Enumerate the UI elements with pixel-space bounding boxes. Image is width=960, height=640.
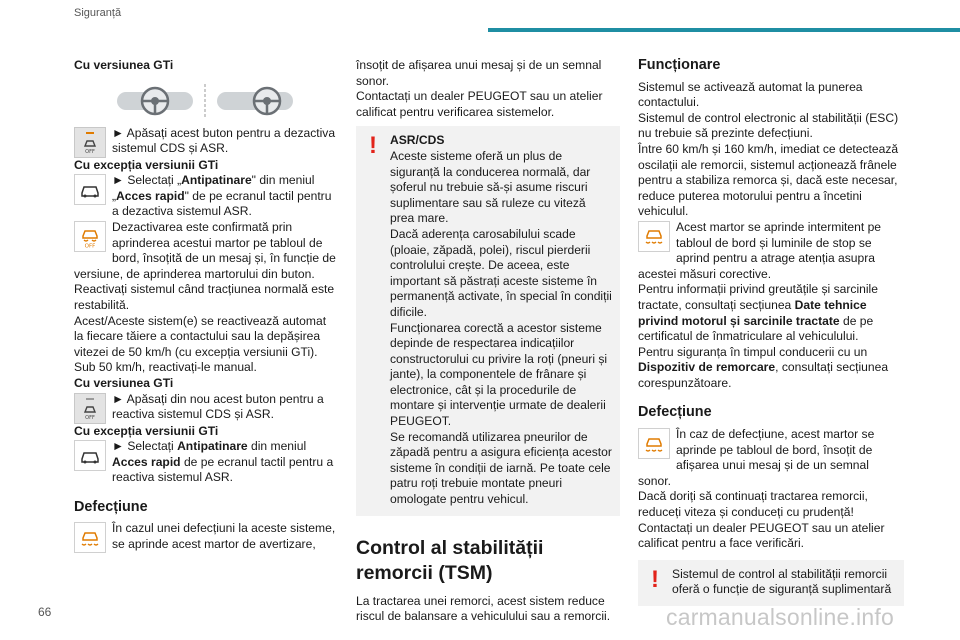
gti-heading-2: Cu versiunea GTi [74, 375, 174, 390]
car-menu-icon [74, 174, 106, 205]
cds-on-button-row [74, 392, 336, 424]
non-gti-heading: Cu excepția versiunii GTi [74, 157, 219, 172]
function-para-6: Pentru siguranța în timpul conducerii cu un Dispozitiv de remorcare, consultați secțiunea corespunzătoare. [638, 344, 889, 390]
svg-text:OFF: OFF [85, 149, 95, 155]
function-para-3: Între 60 km/h și 160 km/h, imediat ce detectează oscilații ale remorcii, sistemul acționează frânele pentru a stabiliza remorca și, dacă este necesar, reduce puterea motorului pentru a încetini vehiculul. [638, 141, 899, 219]
warning-para-1: Aceste sisteme oferă un plus de siguranță la conducerea normală, dar șoferul nu trebuie să-și asume riscuri suplimentare sau să ruleze cu viteză prea mare. [390, 148, 591, 226]
column-3 [638, 58, 904, 606]
watermark-text: carmanualsonline.info [666, 604, 894, 630]
defect-heading-2: Defecțiune [638, 404, 712, 421]
tsm-heading: Control al stabilității remorcii (TSM) [356, 536, 544, 584]
reactivate-text: Reactivați sistemul când tracțiunea normală este restabilită. [74, 282, 335, 312]
steering-wheel-illustration [74, 84, 336, 118]
separator-icon [203, 84, 207, 118]
defect-text-1: În cazul unei defecțiuni la aceste sisteme, se aprinde acest martor de avertizare, [112, 521, 336, 552]
car-menu-icon-2 [74, 440, 106, 471]
cds-on-instruction: ► Apăsați din nou acest buton pentru a reactiva sistemul CDS și ASR. [112, 391, 324, 422]
warning-para-4: Se recomandă utilizarea pneurilor de zăpadă pentru a asigura eficiența acestor sisteme în condiții de iarnă. Pe toate cele patru roți trebuie montate pneuri omologate pentru vehicul. [390, 429, 612, 507]
defect-row-2 [638, 427, 904, 489]
header-section-title: Siguranță [74, 7, 122, 19]
defect-para-2: Dacă doriți să continuați tractarea remorcii, reduceți viteza și conduceți cu prudență! [638, 489, 868, 520]
continuation-text: însoțit de afișarea unui mesaj și de un semnal sonor. [356, 58, 602, 88]
svg-text:OFF: OFF [85, 415, 95, 420]
defect-heading-1: Defecțiune [74, 498, 148, 515]
cds-off-instruction: ► Apăsați acest buton pentru a dezactiva sistemul CDS și ASR. [112, 125, 336, 156]
deactivation-confirm-text: Dezactivarea este confirmată prin aprinderea acestui martor pe tabloul de bord, însoțită de un mesaj și, în funcție de versiune, de aprinderea martorului din buton. [74, 219, 336, 281]
header-accent-bar [488, 28, 960, 32]
exclamation-icon: ! [369, 132, 377, 160]
svg-text:OFF: OFF [84, 243, 96, 249]
trailer-warning-icon [638, 221, 670, 252]
gti-heading: Cu versiunea GTi [74, 58, 174, 72]
left-hand-drive-wheel-icon [115, 84, 195, 118]
defect-row-1 [74, 521, 336, 553]
exclamation-icon-2: ! [651, 565, 659, 593]
defect-para-3: Contactați un dealer PEUGEOT sau un atelier calificat pentru a face verificări. [638, 520, 885, 551]
asr-on-instruction: ► Selectați Antipatinare din meniul Acces rapid de pe ecranul tactil pentru a reactiva sistemul ASR. [112, 439, 334, 485]
skid-warning-icon [74, 522, 106, 553]
page-number: 66 [38, 605, 52, 619]
defect-para-1: În caz de defecțiune, acest martor se aprinde pe tabloul de bord, însoțit de afișarea unui mesaj și de un semnal sonor. [638, 427, 875, 488]
tsm-warning-row [638, 220, 904, 282]
warning-title: ASR/CDS [390, 133, 445, 148]
tsm-warning-para: Sistemul de control al stabilității remorcii oferă o funcție de siguranță suplimentară [672, 566, 892, 597]
function-para-5: Pentru informații privind greutățile și sarcinile tractate, consultați secțiunea Date tehnice privind motorul și sarcinile tractate de pe certificatul de înmatriculare al vehiculului. [638, 282, 878, 344]
asr-off-warning-row [74, 220, 336, 282]
warning-para-3: Funcționarea corectă a acestor sisteme depinde de respectarea indicațiilor constructorului cu privire la roți (pneuri și jante), la componentele de frânare și electronice, cât și la procedurile de montare și intervenție urmate de dealerii PEUGEOT. [390, 320, 608, 429]
function-para-1: Sistemul se activează automat la punerea contactului. [638, 79, 863, 110]
column-2 [356, 58, 620, 625]
cds-off-button-row [74, 126, 336, 158]
auto-reactivate-text: Acest/Aceste sistem(e) se reactivează automat la fiecare tăiere a contactului sau la depășirea vitezei de 50 km/h (cu excepția versiunii GTi). [74, 313, 327, 359]
column-1 [74, 58, 336, 553]
function-para-4: Acest martor se aprinde intermitent pe tabloul de bord și luminile de stop se aprind pentru a atrage atenția asupra acestei măsuri corective. [638, 219, 882, 281]
skid-off-warning-icon [74, 221, 106, 252]
tsm-warning-box [638, 560, 904, 606]
asr-off-row [74, 173, 336, 220]
warning-para-2: Dacă aderența carosabilului scade (ploaie, zăpadă, polei), riscul pierderii controlului crește. De aceea, este important să păstrați aceste sisteme în permanență activate, în special în condiții dificile. [390, 226, 612, 319]
asr-on-row [74, 439, 336, 486]
cds-button-icon [74, 393, 106, 424]
cds-off-button-icon [74, 127, 106, 158]
function-para-2: Sistemul de control electronic al stabilității (ESC) nu trebuie să prezinte defecțiuni. [638, 110, 899, 141]
contact-dealer-text: Contactați un dealer PEUGEOT sau un atelier calificat pentru verificarea sistemelor. [356, 89, 603, 119]
tsm-intro-text: La tractarea unei remorci, acest sistem reduce riscul de balansare a vehiculului sau a remorcii. [356, 593, 611, 624]
right-hand-drive-wheel-icon [215, 84, 295, 118]
asr-off-instruction: ► Selectați „Antipatinare" din meniul „Acces rapid" de pe ecranul tactil pentru a dezactiva sistemul ASR. [112, 173, 332, 219]
function-heading: Funcționare [638, 57, 721, 73]
manual-reactivate-text: Sub 50 km/h, reactivați-le manual. [74, 360, 257, 375]
trailer-defect-icon [638, 428, 670, 459]
non-gti-heading-2: Cu excepția versiunii GTi [74, 423, 219, 438]
asr-cds-warning-box [356, 126, 620, 515]
